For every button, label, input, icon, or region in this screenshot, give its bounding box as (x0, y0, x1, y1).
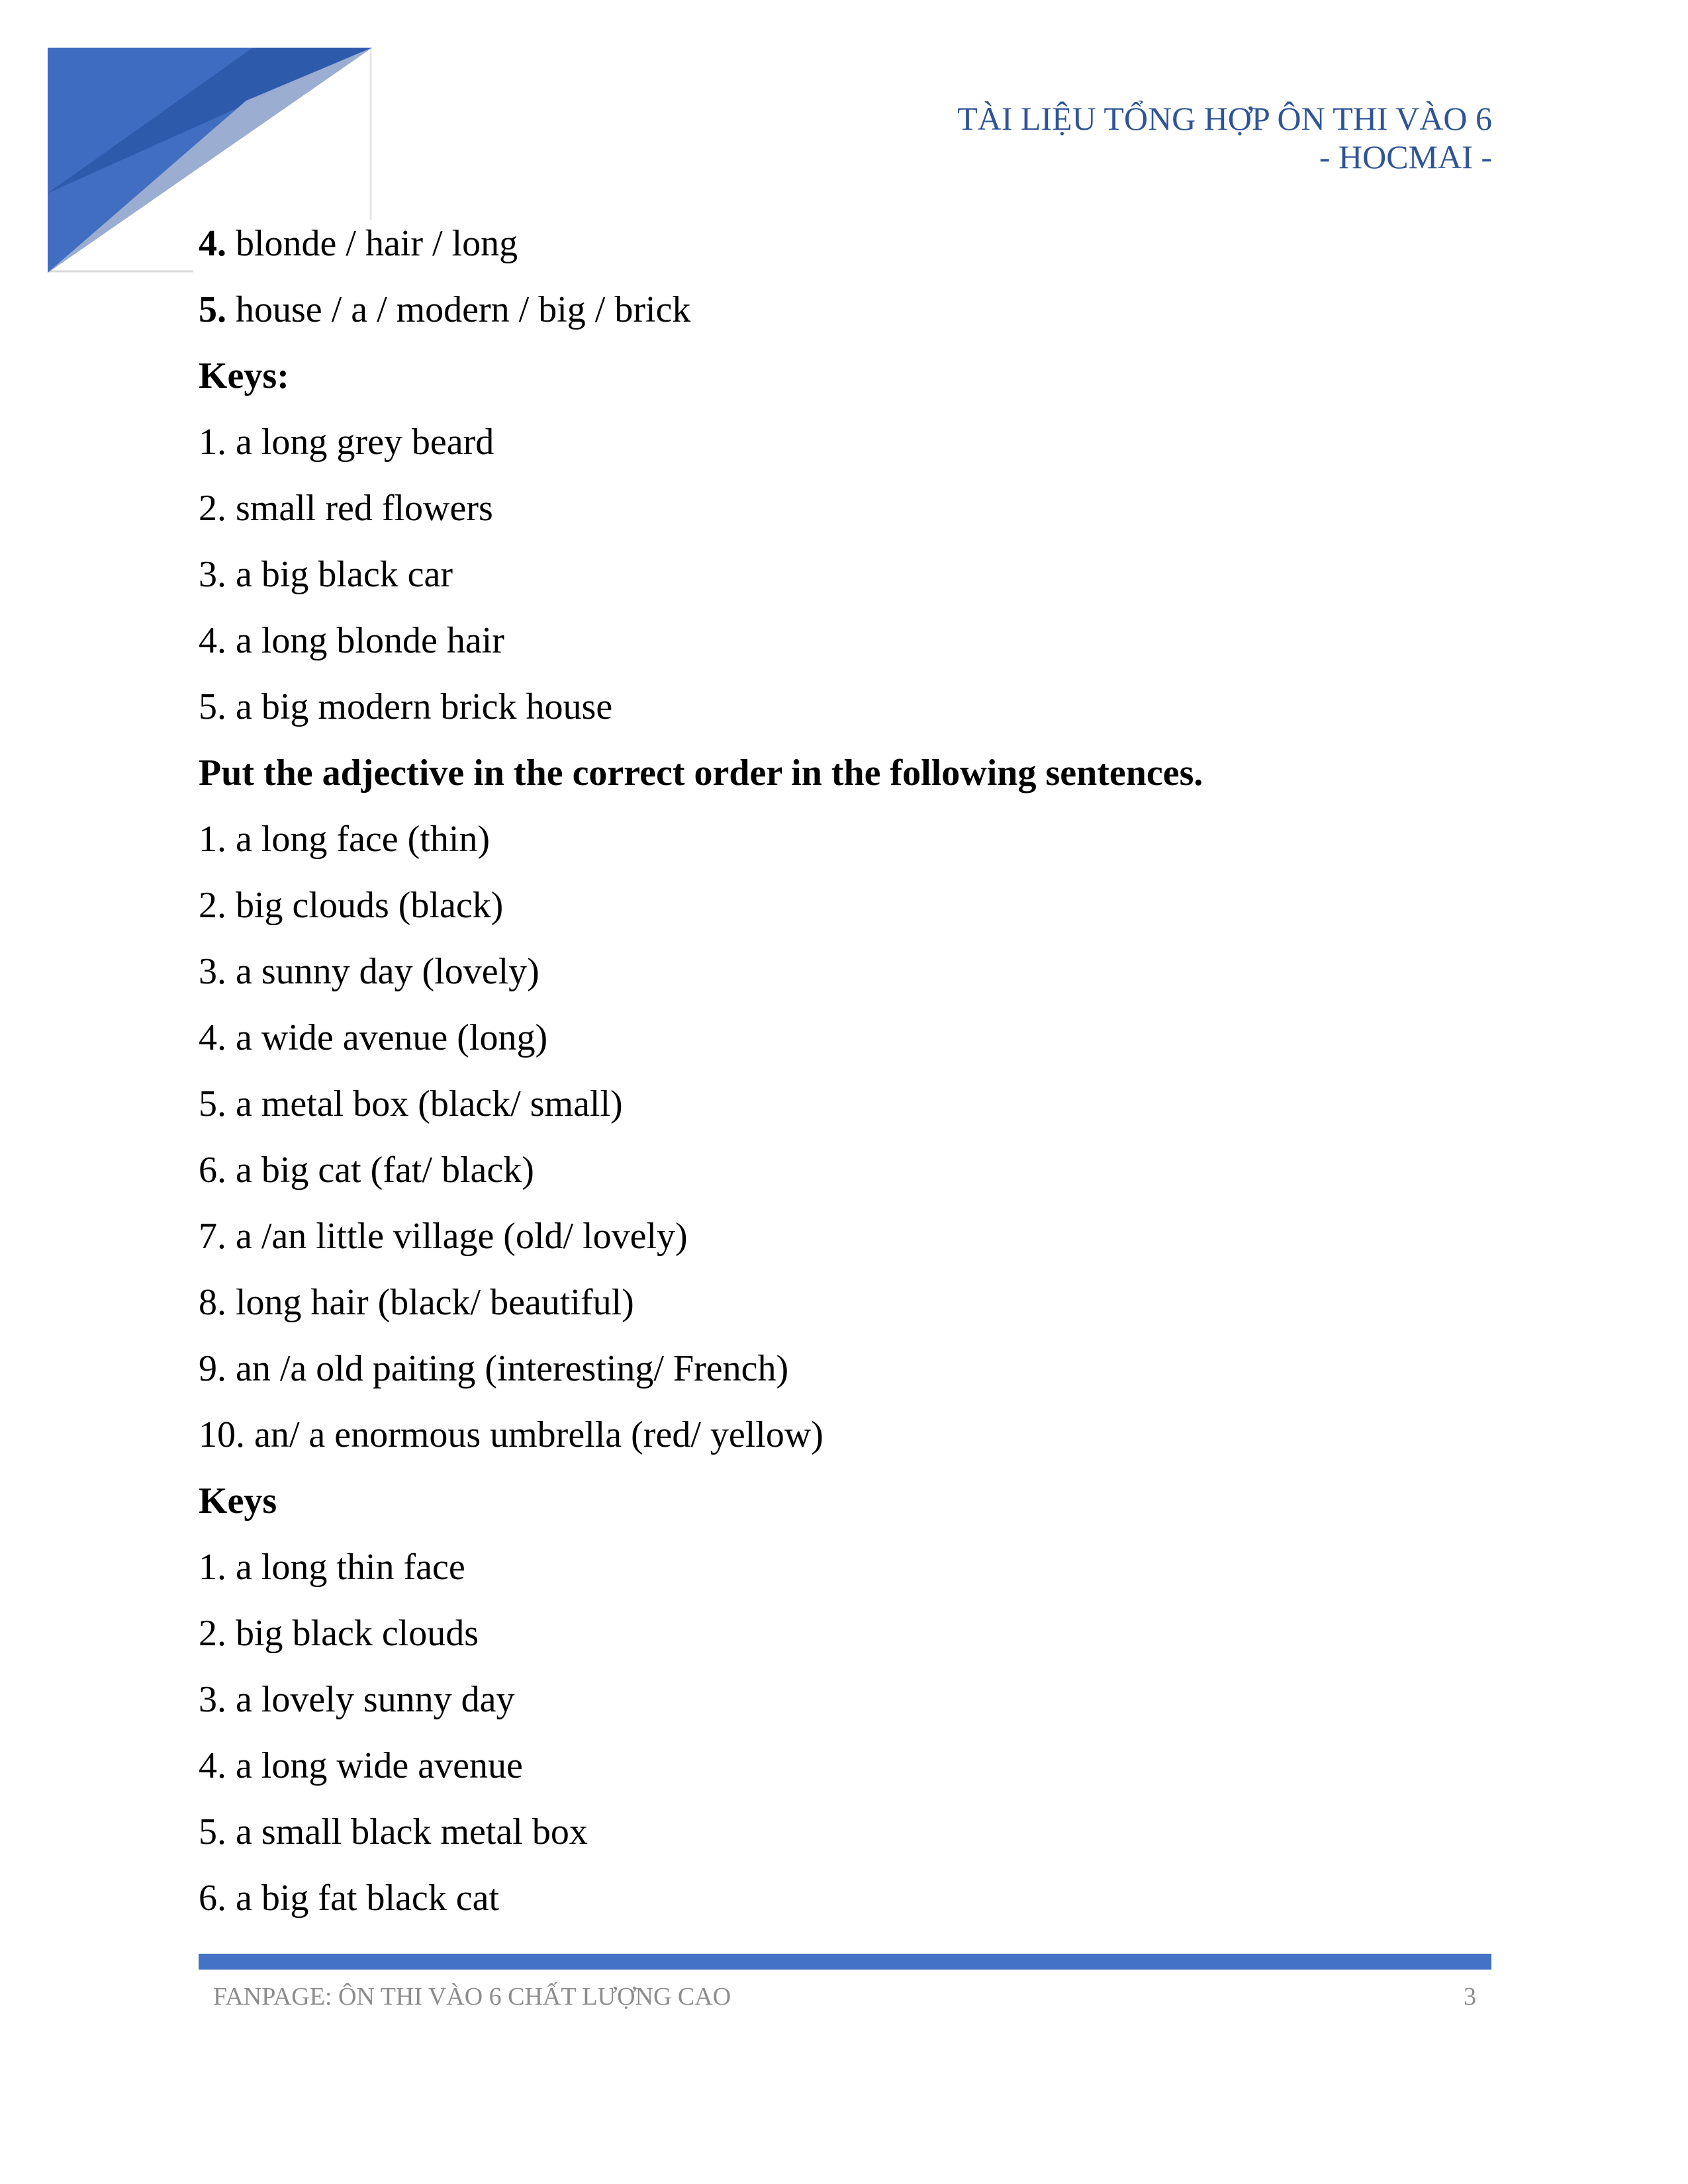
key-item: 5. a big modern brick house (199, 686, 613, 727)
exercise-item (199, 286, 1489, 352)
exercise-item: 6. a big cat (fat/ black) (199, 1150, 534, 1191)
footer-divider (199, 1954, 1491, 1970)
document-body (199, 220, 1489, 1940)
exercise-item: 8. long hair (black/ beautiful) (199, 1282, 634, 1323)
keys-heading: Keys (199, 1480, 277, 1522)
exercise-item: 3. a sunny day (lovely) (199, 951, 539, 992)
item-text: house / a / modern / big / brick (226, 289, 691, 330)
exercise-item: 9. an /a old paiting (interesting/ French) (199, 1348, 789, 1389)
item-number: 4. (199, 223, 226, 264)
key-item: 1. a long grey beard (199, 422, 494, 463)
page-number: 3 (1464, 1983, 1476, 2011)
key-item: 3. a big black car (199, 554, 453, 595)
key-item: 2. small red flowers (199, 488, 493, 529)
header-title: TÀI LIỆU TỔNG HỢP ÔN THI VÀO 6 (957, 100, 1492, 137)
exercise-item: 10. an/ a enormous umbrella (red/ yellow) (199, 1414, 823, 1455)
key-item: 6. a big fat black cat (199, 1878, 500, 1919)
exercise-item: 4. a wide avenue (long) (199, 1017, 548, 1058)
key-item: 4. a long blonde hair (199, 620, 504, 661)
keys-heading: Keys: (199, 355, 289, 396)
item-number: 5. (199, 289, 226, 330)
key-item: 4. a long wide avenue (199, 1745, 523, 1786)
key-item: 5. a small black metal box (199, 1811, 588, 1852)
exercise-instruction: Put the adjective in the correct order in the following sentences. (199, 752, 1203, 794)
exercise-item: 1. a long face (thin) (199, 819, 491, 860)
item-text: blonde / hair / long (226, 223, 518, 264)
header-subtitle: - HOCMAI - (1319, 138, 1492, 175)
key-item: 1. a long thin face (199, 1547, 465, 1588)
footer-fanpage: FANPAGE: ÔN THI VÀO 6 CHẤT LƯỢNG CAO (213, 1983, 731, 2011)
key-item: 2. big black clouds (199, 1613, 479, 1654)
exercise-item (199, 220, 1489, 286)
key-item: 3. a lovely sunny day (199, 1679, 515, 1720)
exercise-item: 5. a metal box (black/ small) (199, 1083, 623, 1124)
exercise-item: 2. big clouds (black) (199, 885, 504, 926)
page-header (957, 99, 1492, 176)
exercise-item: 7. a /an little village (old/ lovely) (199, 1216, 688, 1257)
